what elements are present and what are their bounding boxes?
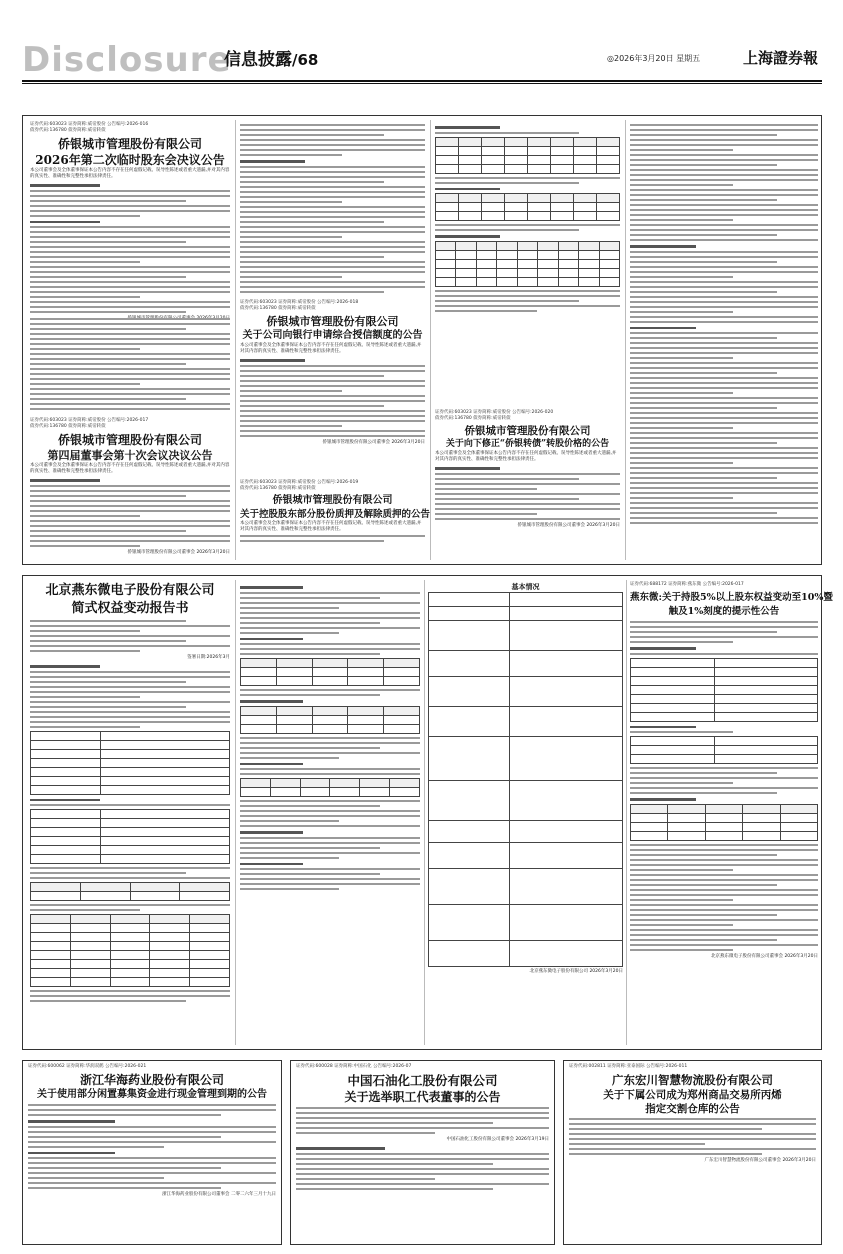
masthead-rule [22, 80, 822, 82]
notice-codes: 证券代码:603023 证券简称:威帝股份 公告编号:2026-019 [240, 480, 359, 485]
trade-table [30, 914, 230, 987]
notice-codes: 证券代码:002811 证券简称:亚泰国际 公告编号:2026-011 [569, 1064, 688, 1069]
notice-codes: 证券代码:603023 证券简称:威帝股份 公告编号:2026-018 [240, 300, 359, 305]
notice-title: 2026年第二次临时股东会决议公告 [35, 153, 225, 167]
notice-continuation [630, 122, 818, 560]
notice-continuation [240, 582, 420, 1044]
notice-title: 燕东微:关于持股5%以上股东权益变动至10%暨 [630, 592, 833, 603]
info-table [30, 731, 230, 795]
change-table [630, 736, 818, 764]
notice-board-resolution [30, 418, 230, 563]
notice-continuation [30, 316, 230, 416]
notice-signature: 侨银城市管理股份有限公司董事会 2026年3月20日 [127, 549, 230, 555]
notice-body [28, 1104, 276, 1189]
notice-lead: 本公司董事会及全体董事保证本公告内容不存在任何虚假记载、误导性陈述或者重大遗漏,并对其内容的真实性、准确性和完整性承担法律责任。 [435, 451, 617, 462]
company-name: 侨银城市管理股份有限公司 [57, 137, 202, 151]
notice-codes: 债券代码:136780 债券简称:威帝转债 [30, 128, 106, 133]
company-name: 中国石油化工股份有限公司 [347, 1073, 498, 1088]
basic-info-form [428, 582, 623, 1044]
notice-signature: 侨银城市管理股份有限公司董事会 2026年3月20日 [517, 522, 620, 528]
notice-codes: 证券代码:603023 证券简称:威帝股份 公告编号:2026-020 [435, 410, 554, 415]
change-table [630, 658, 818, 722]
notice-bank-credit [240, 300, 425, 460]
form-heading: 基本情况 [511, 582, 540, 591]
shareholding-table [240, 706, 420, 734]
page-number: /68 [292, 51, 319, 69]
notice-title: 第四届董事会第十次会议决议公告 [47, 449, 213, 462]
company-name: 侨银城市管理股份有限公司 [464, 425, 591, 437]
notice-lead: 本公司董事会及全体董事保证本公告内容不存在任何虚假记载、误导性陈述或者重大遗漏,并对其内容的真实性、准确性和完整性承担法律责任。 [30, 463, 230, 474]
notice-share-pledge [240, 480, 431, 560]
notice-title: 关于下属公司成为郑州商品交易所丙烯 [603, 1089, 782, 1101]
holding-table [435, 241, 620, 287]
notice-equity-threshold [630, 582, 833, 1044]
masthead [22, 40, 822, 80]
notice-title: 简式权益变动报告书 [71, 601, 189, 616]
column-divider [424, 580, 425, 1045]
notice-body [30, 184, 230, 313]
section-title [224, 48, 318, 72]
notice-employee-director [290, 1060, 555, 1245]
notice-body [240, 359, 425, 437]
notice-codes: 债券代码:136780 债券简称:威帝转债 [435, 416, 511, 421]
notice-title: 关于控股股东部分股份质押及解除质押的公告 [240, 509, 431, 520]
form-signature: 北京燕东微电子股份有限公司 2026年3月20日 [529, 969, 623, 974]
notice-codes: 证券代码:600028 证券简称:中国石化 公告编号:2026-07 [296, 1064, 412, 1069]
notice-body [435, 467, 620, 520]
notice-title: 指定交割仓库的公告 [645, 1103, 740, 1115]
notice-title: 关于向下修正“侨银转债”转股价格的公告 [445, 439, 610, 449]
notice-title: 关于使用部分闲置募集资金进行现金管理到期的公告 [37, 1089, 267, 1100]
notice-continuation [240, 122, 425, 312]
column-divider [235, 580, 236, 1045]
notice-cash-management [22, 1060, 282, 1245]
equity-change-report [30, 582, 230, 1044]
notice-body [569, 1118, 816, 1155]
section-name: 信息披露 [224, 50, 292, 70]
release-table [435, 193, 620, 221]
notice-signature: 中国石油化工股份有限公司董事会 2026年3月19日 [446, 1137, 549, 1142]
newspaper-name: 上海證券報 [742, 49, 818, 67]
company-name: 侨银城市管理股份有限公司 [57, 433, 202, 447]
notice-signature: 北京燕东微电子股份有限公司董事会 2026年3月20日 [711, 953, 818, 959]
notice-codes: 债券代码:136780 债券简称:威帝转债 [240, 306, 316, 311]
column-divider [625, 120, 626, 560]
notice-shareholder-meeting [30, 122, 230, 312]
notice-lead: 本公司董事会及全体董事保证本公告内容不存在任何虚假记载、误导性陈述或者重大遗漏,并对其内容的真实性、准确性和完整性承担法律责任。 [30, 168, 230, 179]
report-date: 签署日期:2026年3月 [187, 655, 230, 660]
masthead-rule-thin [22, 83, 822, 84]
notice-codes: 证券代码:603023 证券简称:威帝股份 公告编号:2026-016 [30, 122, 149, 127]
notice-codes: 证券代码:603023 证券简称:威帝股份 公告编号:2026-017 [30, 418, 149, 423]
basic-info-table [428, 592, 623, 967]
notice-title: 触及1%刻度的提示性公告 [668, 606, 780, 617]
notice-signature: 浙江华海药业股份有限公司董事会 二零二六年三月十九日 [162, 1192, 276, 1197]
notice-conversion-price [435, 410, 620, 560]
company-name: 侨银城市管理股份有限公司 [266, 315, 399, 328]
company-name: 北京燕东微电子股份有限公司 [45, 583, 215, 598]
trade-detail-table [240, 778, 420, 797]
holder-table [30, 809, 230, 864]
company-name: 侨银城市管理股份有限公司 [272, 495, 393, 506]
shareholding-table [240, 658, 420, 686]
notice-lead: 本公司董事会及全体董事保证本公告内容不存在任何虚假记载、误导性陈述或者重大遗漏,并对其内容的真实性、准确性和完整性承担法律责任。 [240, 343, 422, 354]
holding-change-table [630, 804, 818, 841]
column-divider [626, 580, 627, 1045]
notice-codes: 证券代码:688172 证券简称:燕东微 公告编号:2026-017 [630, 582, 744, 587]
pledge-table [435, 137, 620, 174]
company-name: 浙江华海药业股份有限公司 [79, 1073, 224, 1087]
notice-body [296, 1107, 549, 1134]
notice-lead: 本公司董事会及全体董事保证本公告内容不存在任何虚假记载、误导性陈述或者重大遗漏,并对其内容的真实性、准确性和完整性承担法律责任。 [240, 521, 422, 532]
notice-body [30, 479, 230, 547]
issue-date: ◎2026年3月20日 星期五 [607, 54, 701, 63]
column-divider [235, 120, 236, 560]
notice-title: 关于选举职工代表董事的公告 [344, 1090, 501, 1104]
brand-wordmark: Disclosure [22, 40, 232, 80]
pledge-tables [435, 122, 620, 402]
notice-signature: 侨银城市管理股份有限公司董事会 2026年3月20日 [322, 439, 425, 445]
column-divider [430, 120, 431, 560]
notice-delivery-warehouse [563, 1060, 822, 1245]
company-name: 广东宏川智慧物流股份有限公司 [612, 1073, 773, 1087]
share-table [30, 882, 230, 901]
notice-title: 关于公司向银行申请综合授信额度的公告 [242, 330, 423, 341]
notice-codes: 证券代码:600062 证券简称:华润双鹤 公告编号:2026-021 [28, 1064, 147, 1069]
notice-signature: 广东宏川智慧物流股份有限公司董事会 2026年3月20日 [704, 1158, 816, 1163]
notice-codes: 债券代码:136780 债券简称:威帝转债 [240, 486, 316, 491]
notice-codes: 债券代码:136780 债券简称:威帝转债 [30, 424, 106, 429]
